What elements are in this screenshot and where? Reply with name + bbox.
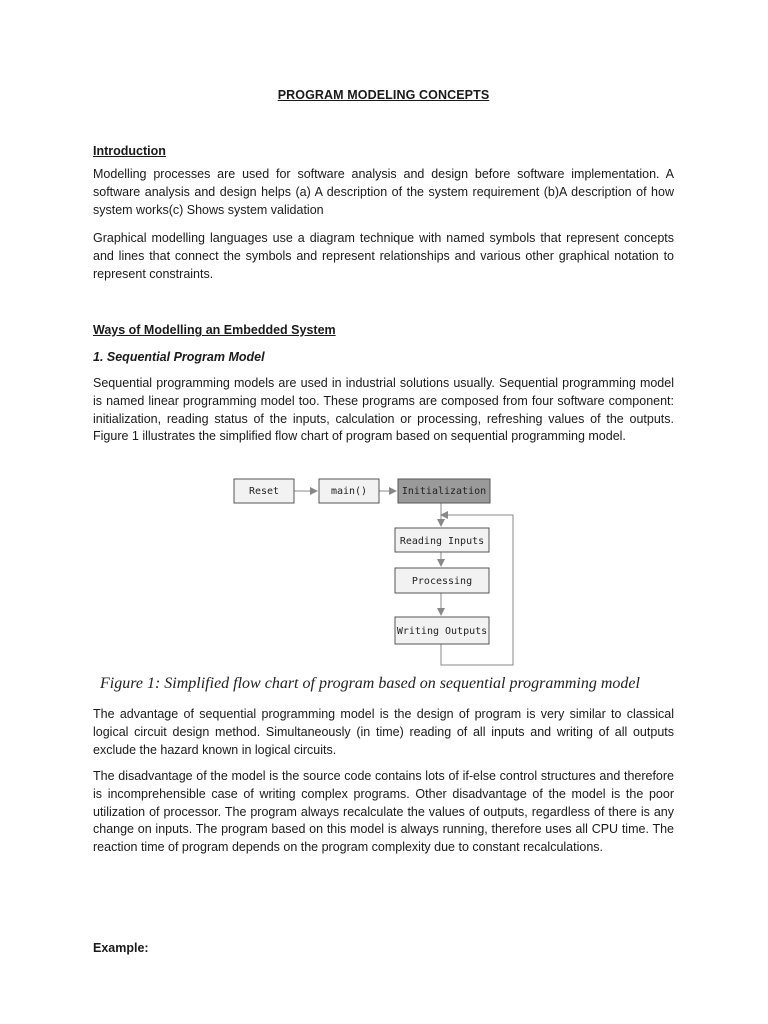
page-title: PROGRAM MODELING CONCEPTS (277, 88, 490, 102)
initialization-label: Initialization (401, 486, 487, 497)
reading-inputs-box (395, 528, 489, 552)
example-label: Example: (93, 941, 149, 955)
disadvantage-paragraph: The disadvantage of the model is the source code contains lots of if-else control structures and therefore is incomprehensible case of writing complex programs. Other disadvantage of the model is the poor utilization of processor. The program always recalculate the values of outputs, regardless of there is any change on inputs. The program based on this model is always running, therefore uses all CPU time. The reaction time of program depends on the program complexity due to constant recalculations. (93, 769, 674, 855)
main-box (319, 479, 379, 503)
flow-chart-diagram (93, 470, 674, 670)
sequential-model-heading: 1. Sequential Program Model (93, 350, 265, 364)
ways-heading: Ways of Modelling an Embedded System (93, 323, 336, 337)
processing-label: Processing (411, 576, 473, 587)
reset-box (234, 479, 294, 503)
main-label: main() (330, 486, 368, 497)
sequential-paragraph: Sequential programming models are used in industrial solutions usually. Sequential programming model is named linear programming model too. These programs are composed from four software component: initialization, reading status of the inputs, calculation or processing, refreshing values of the outputs. Figure 1 illustrates the simplified flow chart of program based on sequential programming model. (93, 376, 674, 444)
writing-outputs-label: Writing Outputs (396, 626, 488, 637)
reset-label: Reset (248, 486, 280, 497)
intro-paragraph-2: Graphical modelling languages use a diagram technique with named symbols that represent concepts and lines that connect the symbols and represent relationships and various other graphical notation to represent constraints. (93, 231, 674, 281)
intro-paragraph-1: Modelling processes are used for software analysis and design before software implementation. A software analysis and design helps (a) A description of the system requirement (b)A description of how system works(c) Shows system validation (93, 167, 674, 217)
processing-box (395, 568, 489, 593)
introduction-heading: Introduction (93, 144, 166, 158)
initialization-box (398, 479, 490, 503)
flow-chart-figure (93, 470, 674, 700)
advantage-paragraph: The advantage of sequential programming model is the design of program is very similar to classical logical circuit design method. Simultaneously (in time) reading of all inputs and writing of all outputs exclude the hazard known in logical circuits. (93, 707, 674, 757)
writing-outputs-box (395, 617, 489, 644)
reading-inputs-label: Reading Inputs (399, 536, 485, 547)
figure-caption: Figure 1: Simplified flow chart of program based on sequential programming model (100, 675, 640, 692)
